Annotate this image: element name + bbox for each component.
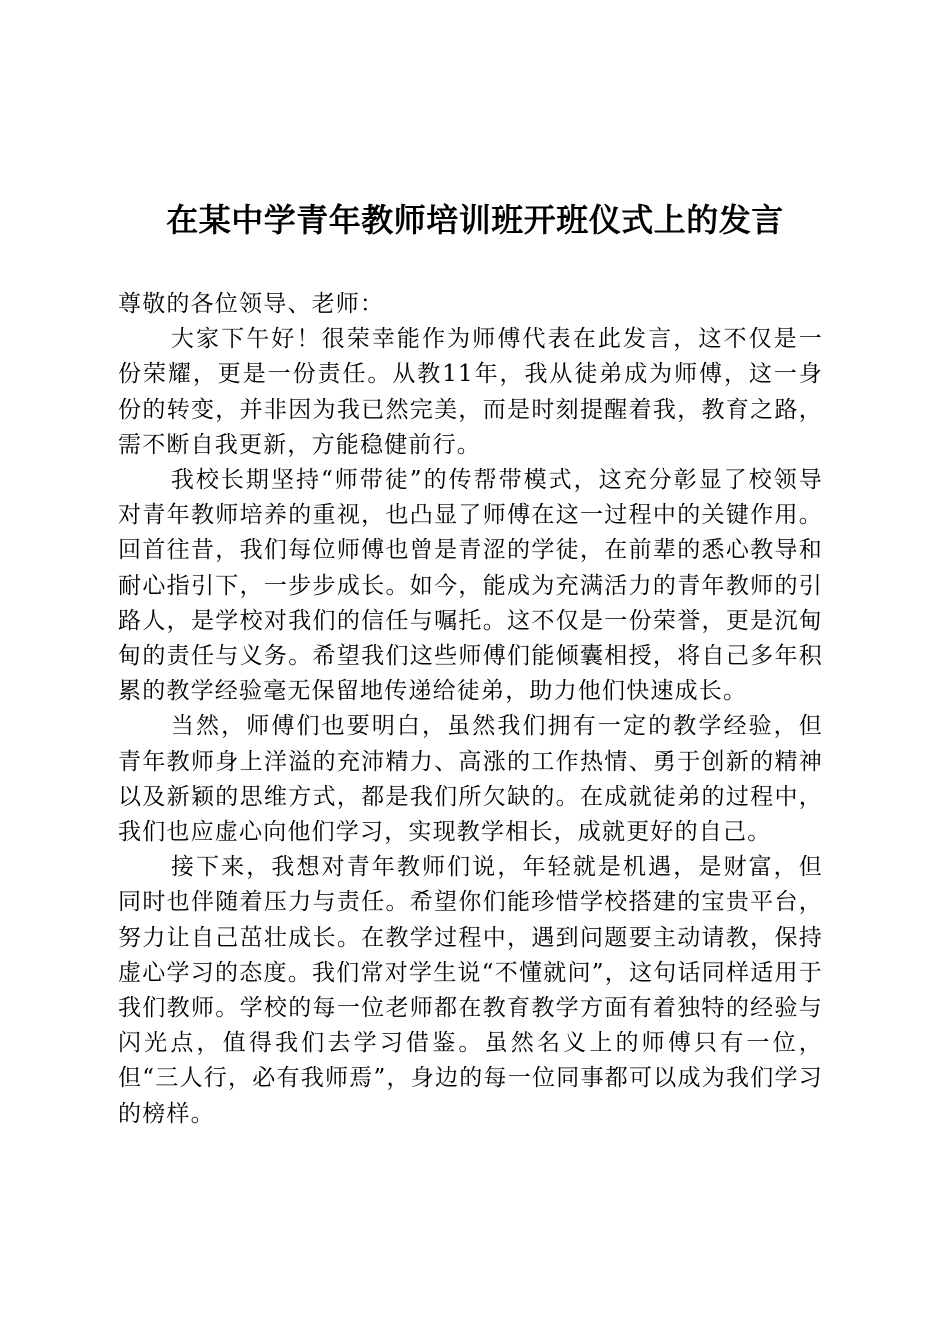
paragraph-1: 大家下午好！很荣幸能作为师傅代表在此发言，这不仅是一份荣耀，更是一份责任。从教11年，我从徒弟成为师傅，这一身份的转变，并非因为我已然完美，而是时刻提醒着我，教育之路，需不断自我更新，方能稳健前行。 (118, 326, 823, 458)
document-title: 在某中学青年教师培训班开班仪式上的发言 (166, 201, 784, 239)
salutation: 尊敬的各位领导、老师： (118, 291, 385, 317)
document-body (118, 287, 823, 1132)
paragraph-2: 我校长期坚持“师带徒”的传帮带模式，这充分彰显了校领导对青年教师培养的重视，也凸显了师傅在这一过程中的关键作用。回首往昔，我们每位师傅也曾是青涩的学徒，在前辈的悉心教导和耐心指引下，一步步成长。如今，能成为充满活力的青年教师的引路人，是学校对我们的信任与嘱托。这不仅是一份荣誉，更是沉甸甸的责任与义务。希望我们这些师傅们能倾囊相授，将自己多年积累的教学经验毫无保留地传递给徒弟，助力他们快速成长。 (118, 467, 823, 705)
paragraph-4: 接下来，我想对青年教师们说，年轻就是机遇，是财富，但同时也伴随着压力与责任。希望你们能珍惜学校搭建的宝贵平台，努力让自己茁壮成长。在教学过程中，遇到问题要主动请教，保持虚心学习的态度。我们常对学生说“不懂就问”，这句话同样适用于我们教师。学校的每一位老师都在教育教学方面有着独特的经验与闪光点，值得我们去学习借鉴。虽然名义上的师傅只有一位，但“三人行，必有我师焉”，身边的每一位同事都可以成为我们学习的榜样。 (118, 854, 823, 1127)
paragraph-3: 当然，师傅们也要明白，虽然我们拥有一定的教学经验，但青年教师身上洋溢的充沛精力、高涨的工作热情、勇于创新的精神以及新颖的思维方式，都是我们所欠缺的。在成就徒弟的过程中，我们也应虚心向他们学习，实现教学相长，成就更好的自己。 (118, 713, 823, 846)
